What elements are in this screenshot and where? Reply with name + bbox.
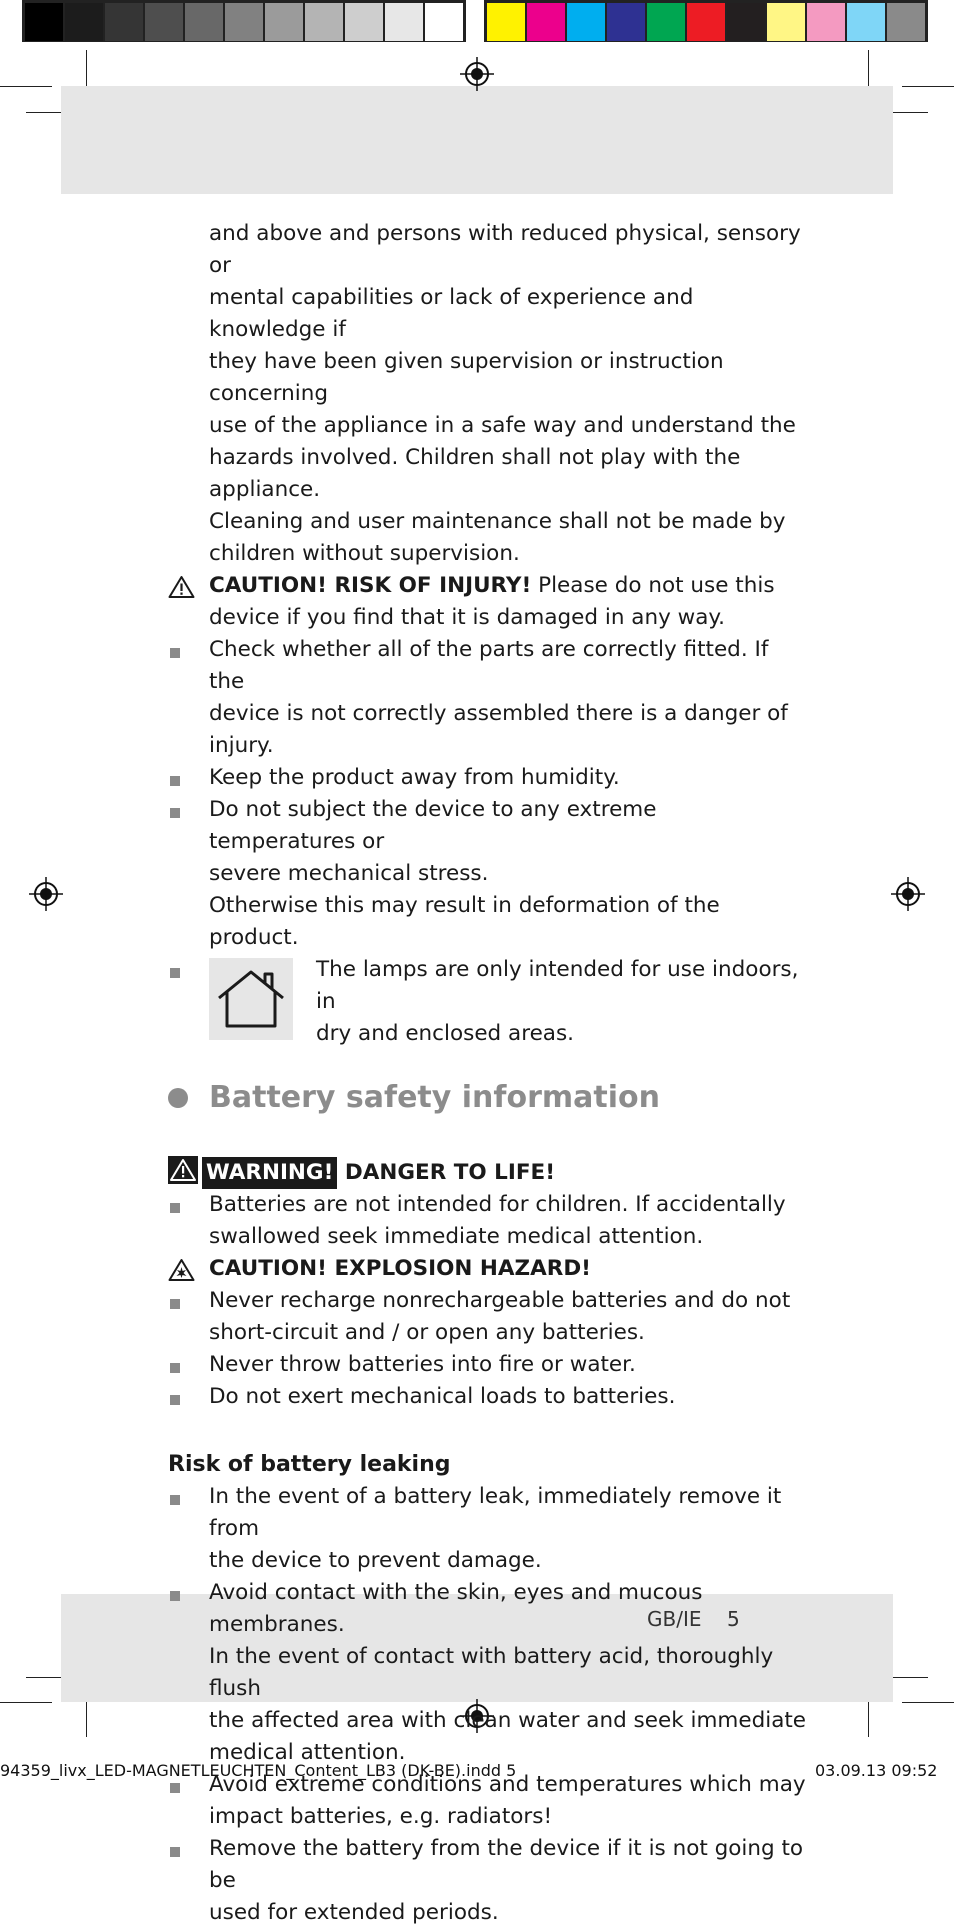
caution-explosion [168, 1253, 808, 1285]
crop-mark [902, 1702, 954, 1703]
text-line: use of the appliance in a safe way and understand the [209, 413, 796, 438]
list-item [168, 634, 808, 762]
color-swatch [24, 2, 64, 42]
text-line: they have been given supervision or instruction concerning [209, 349, 724, 406]
text-line: mental capabilities or lack of experience and knowledge if [209, 285, 694, 342]
warning-line [168, 1156, 808, 1189]
page-footer [647, 1607, 740, 1631]
text-line: Otherwise this may result in deformation of the product. [209, 893, 720, 950]
color-swatch [64, 2, 104, 42]
bullet-square-icon [170, 648, 180, 658]
color-swatch-group [22, 0, 466, 42]
indoor-use-text [316, 954, 816, 1050]
house-icon [209, 958, 293, 1040]
registration-mark-icon [891, 877, 925, 911]
text-line: the affected area with clean water and seek immediate [209, 1708, 807, 1733]
caution-label: CAUTION! EXPLOSION HAZARD! [209, 1256, 591, 1281]
intro-paragraph [168, 218, 808, 570]
text-line: short-circuit and / or open any batteries. [209, 1320, 645, 1345]
color-swatch [886, 2, 926, 42]
caution-label: CAUTION! RISK OF INJURY! [209, 573, 532, 598]
text-line: children without supervision. [209, 541, 520, 566]
bullet-square-icon [170, 808, 180, 818]
registration-mark-icon [29, 877, 63, 911]
process-color-bar [484, 0, 928, 42]
locale-label: GB/IE [647, 1607, 702, 1631]
text-line: Cleaning and user maintenance shall not be made by [209, 509, 786, 534]
color-swatch-group [484, 0, 928, 42]
color-swatch [424, 2, 464, 42]
color-swatch [846, 2, 886, 42]
color-swatch [606, 2, 646, 42]
color-swatch [344, 2, 384, 42]
text-line: Check whether all of the parts are correctly fitted. If the [209, 637, 769, 694]
list-item [168, 794, 808, 954]
text-line: Remove the battery from the device if it is not going to be [209, 1836, 804, 1893]
color-swatch [184, 2, 224, 42]
text-line: device is not correctly assembled there is a danger of [209, 701, 788, 726]
color-swatch [566, 2, 606, 42]
header-band [61, 86, 893, 194]
color-swatch [526, 2, 566, 42]
list-item [168, 1285, 808, 1349]
color-swatch [104, 2, 144, 42]
crop-mark [0, 1702, 52, 1703]
bullet-square-icon [170, 1395, 180, 1405]
subheading: Risk of battery leaking [168, 1452, 451, 1477]
color-swatch [686, 2, 726, 42]
list-item [168, 1349, 808, 1381]
crop-mark [902, 86, 954, 87]
page-number: 5 [726, 1607, 740, 1631]
bullet-square-icon [170, 1591, 180, 1601]
text-line: Never recharge nonrechargeable batteries and do not [209, 1288, 791, 1313]
bullet-square-icon [170, 1299, 180, 1309]
text-line: In the event of a battery leak, immediately remove it from [209, 1484, 782, 1541]
caution-text: Please do not use this [531, 573, 775, 598]
color-swatch [304, 2, 344, 42]
caution-text: device if you find that it is damaged in any way. [209, 605, 725, 630]
warning-label: WARNING! [202, 1157, 337, 1189]
warning-triangle-icon [168, 1156, 198, 1184]
bullet-square-icon [170, 1363, 180, 1373]
bullet-square-icon [170, 1203, 180, 1213]
registration-mark-icon [460, 57, 494, 91]
bullet-square-icon [170, 1495, 180, 1505]
explosion-warning-icon [168, 1258, 195, 1282]
color-swatch [726, 2, 766, 42]
text-line: medical attention. [209, 1740, 406, 1765]
text-line: Keep the product away from humidity. [209, 765, 620, 790]
text-line: Avoid extreme conditions and temperatures which may [209, 1772, 806, 1797]
list-item [168, 1189, 808, 1253]
text-line: Avoid contact with the skin, eyes and mucous membranes. [209, 1580, 703, 1637]
gray-color-bar [22, 0, 466, 42]
list-item [168, 1481, 808, 1577]
list-item [168, 1833, 808, 1929]
text-line: Never throw batteries into fire or water. [209, 1352, 636, 1377]
text-line: swallowed seek immediate medical attention. [209, 1224, 704, 1249]
bullet-square-icon [170, 1847, 180, 1857]
page-content [168, 218, 808, 1929]
color-swatch [224, 2, 264, 42]
indoor-use-item [168, 954, 808, 1046]
text-line: Batteries are not intended for children. If accidentally [209, 1192, 786, 1217]
crop-mark [0, 86, 52, 87]
color-swatch [264, 2, 304, 42]
text-line: The lamps are only intended for use indoors, in [316, 957, 799, 1014]
list-item [168, 1381, 808, 1413]
slug-timestamp: 03.09.13 09:52 [815, 1761, 938, 1780]
color-swatch [144, 2, 184, 42]
section-title-text: Battery safety information [209, 1080, 660, 1115]
color-swatch [646, 2, 686, 42]
text-line: and above and persons with reduced physical, sensory or [209, 221, 801, 278]
bullet-square-icon [170, 776, 180, 786]
list-item [168, 1577, 808, 1769]
text-line: the device to prevent damage. [209, 1548, 542, 1573]
warning-text: DANGER TO LIFE! [337, 1160, 556, 1185]
warning-triangle-icon [168, 575, 195, 599]
text-line: dry and enclosed areas. [316, 1021, 575, 1046]
bullet-square-icon [170, 968, 180, 978]
caution-injury [168, 570, 808, 634]
bullet-square-icon [170, 1783, 180, 1793]
text-line: injury. [209, 733, 274, 758]
color-swatch [806, 2, 846, 42]
text-line: In the event of contact with battery acid, thoroughly flush [209, 1644, 774, 1701]
text-line: hazards involved. Children shall not play with the appliance. [209, 445, 741, 502]
color-swatch [384, 2, 424, 42]
list-item [168, 762, 808, 794]
color-swatch [486, 2, 526, 42]
section-dot-icon [168, 1088, 188, 1108]
slug-filename: 94359_livx_LED-MAGNETLEUCHTEN_Content_LB3 (DK-BE).indd 5 [0, 1761, 517, 1780]
text-line: Do not subject the device to any extreme temperatures or [209, 797, 657, 854]
text-line: used for extended periods. [209, 1900, 499, 1925]
text-line: impact batteries, e.g. radiators! [209, 1804, 553, 1829]
text-line: severe mechanical stress. [209, 861, 489, 886]
text-line: Do not exert mechanical loads to batteries. [209, 1384, 676, 1409]
color-swatch [766, 2, 806, 42]
section-title [168, 1078, 808, 1118]
